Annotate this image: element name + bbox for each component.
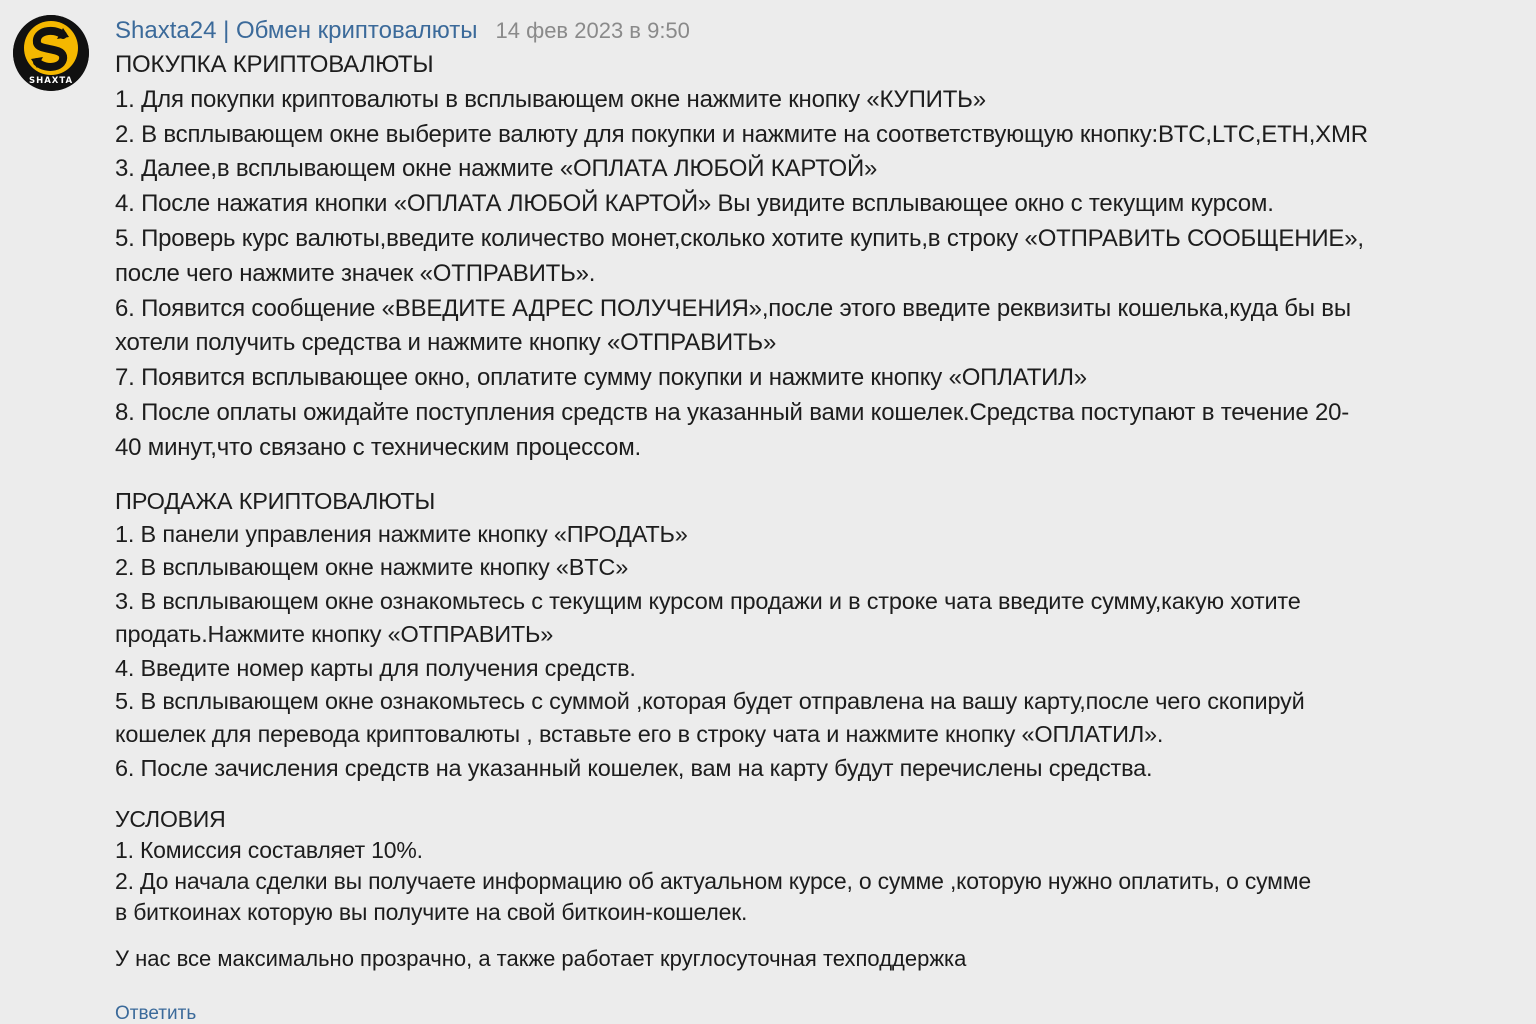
post-header: [115, 14, 1415, 48]
section-title-terms: УСЛОВИЯ: [115, 806, 226, 833]
buy-line: после чего нажмите значек «ОТПРАВИТЬ».: [115, 259, 596, 287]
avatar[interactable]: [13, 15, 89, 91]
post-content: [115, 14, 1415, 1024]
sell-line: продать.Нажмите кнопку «ОТПРАВИТЬ»: [115, 621, 554, 648]
terms-line: в биткоинах которую вы получите на свой биткоин-кошелек.: [115, 899, 748, 926]
buy-line: 4. После нажатия кнопки «ОПЛАТА ЛЮБОЙ КАРТОЙ» Вы увидите всплывающее окно с текущим курсом.: [115, 190, 1274, 218]
sell-line: 6. После зачисления средств на указанный кошелек, вам на карту будут перечислены средства.: [115, 754, 1153, 781]
terms-line: 1. Комиссия составляет 10%.: [115, 837, 423, 864]
buy-line: 8. После оплаты ожидайте поступления средств на указанный вами кошелек.Средства поступают в течение 20-: [115, 398, 1350, 426]
avatar-label: SHAXTA: [28, 76, 74, 86]
buy-line: 6. Появится сообщение «ВВЕДИТЕ АДРЕС ПОЛУЧЕНИЯ»,после этого введите реквизиты кошелька,куда бы вы: [115, 294, 1351, 322]
buy-line: 5. Проверь курс валюты,введите количество монет,сколько хотите купить,в строку «ОТПРАВИТЬ СООБЩЕНИЕ»,: [115, 224, 1364, 252]
sell-line: 2. В всплывающем окне нажмите кнопку «BTC»: [115, 554, 629, 581]
sell-line: кошелек для перевода криптовалюты , вставьте его в строку чата и нажмите кнопку «ОПЛАТИЛ».: [115, 721, 1164, 748]
reply-link[interactable]: Ответить: [115, 1003, 197, 1024]
section-gap: [115, 785, 1415, 804]
sell-line: 5. В всплывающем окне ознакомьтесь с суммой ,которая будет отправлена на вашу карту,после чего скопируй: [115, 688, 1305, 714]
buy-line: 40 минут,что связано с техническим процессом.: [115, 433, 641, 461]
buy-line: хотели получить средства и нажмите кнопку «ОТПРАВИТЬ»: [115, 329, 777, 357]
buy-line: 7. Появится всплывающее окно, оплатите сумму покупки и нажмите кнопку «ОПЛАТИЛ»: [115, 364, 1087, 392]
footer-text: У нас все максимально прозрачно, а также работает круглосуточная техподдержка: [115, 946, 967, 972]
post-body-sell: [115, 485, 1415, 786]
sell-line: 3. В всплывающем окне ознакомьтесь с текущим курсом продажи и в строке чата введите сумму,какую хотите: [115, 587, 1301, 614]
buy-line: 3. Далее,в всплывающем окне нажмите «ОПЛАТА ЛЮБОЙ КАРТОЙ»: [115, 155, 878, 183]
post-body: [115, 48, 1415, 466]
author-link[interactable]: Shaxta24 | Обмен криптовалюты: [115, 17, 478, 44]
section-gap: [115, 466, 1415, 485]
section-title-sell: ПРОДАЖА КРИПТОВАЛЮТЫ: [115, 487, 436, 514]
terms-line: 2. До начала сделки вы получаете информацию об актуальном курсе, о сумме ,которую нужно оплатить, о сумме: [115, 868, 1311, 895]
shaxta-logo-icon: [13, 15, 89, 91]
sell-line: 4. Введите номер карты для получения средств.: [115, 654, 636, 681]
post-date[interactable]: 14 фев 2023 в 9:50: [495, 18, 690, 43]
buy-line: 1. Для покупки криптовалюты в всплывающем окне нажмите кнопку «КУПИТЬ»: [115, 85, 986, 113]
section-title-buy: ПОКУПКА КРИПТОВАЛЮТЫ: [115, 51, 434, 78]
post-body-terms: [115, 804, 1415, 928]
buy-line: 2. В всплывающем окне выберите валюту для покупки и нажмите на соответствующую кнопку:BTC,LTC,ETH,XMR: [115, 120, 1368, 148]
sell-line: 1. В панели управления нажмите кнопку «ПРОДАТЬ»: [115, 520, 688, 547]
